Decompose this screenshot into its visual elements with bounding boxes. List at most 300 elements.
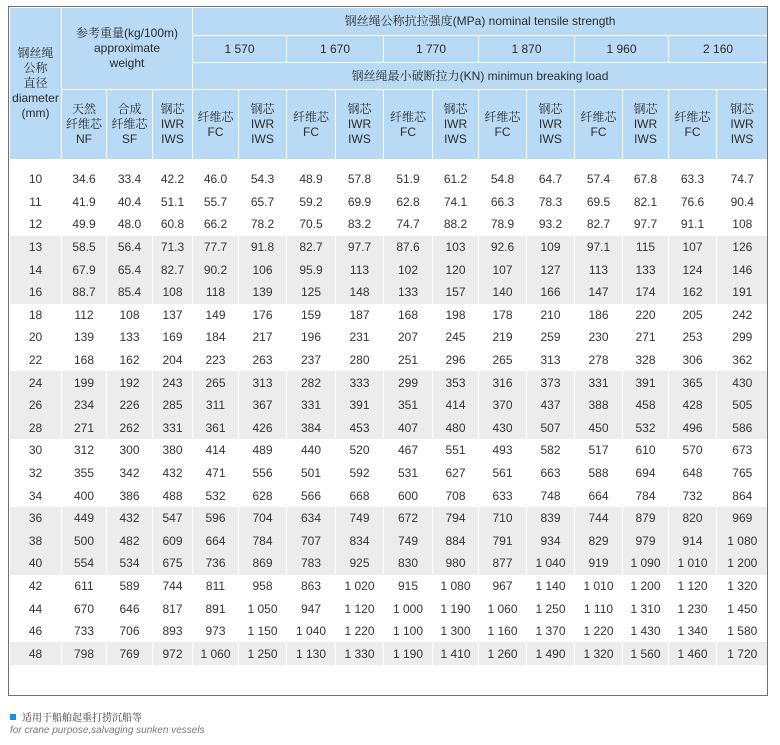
col-header-line: IWR (633, 117, 658, 131)
col-header-line: IWS (634, 132, 657, 146)
value-cell: 925 (336, 552, 384, 575)
value-cell: 500 (62, 530, 107, 553)
value-cell: 414 (433, 394, 479, 417)
value-cell: 588 (575, 462, 623, 485)
table-row (10, 191, 768, 214)
value-cell: 66.2 (193, 213, 239, 236)
value-cell: 51.1 (153, 191, 193, 214)
value-cell: 263 (239, 349, 287, 372)
value-cell: 243 (153, 371, 193, 394)
value-cell: 69.9 (336, 191, 384, 214)
value-cell: 426 (239, 417, 287, 440)
col-header-line: 钢芯 (633, 102, 658, 116)
value-cell: 736 (193, 552, 239, 575)
value-cell: 66.3 (479, 191, 527, 214)
value-cell: 596 (193, 507, 239, 530)
value-cell: 33.4 (107, 168, 153, 191)
col-header-line: IWS (161, 132, 184, 146)
value-cell: 969 (717, 507, 768, 530)
value-cell: 1 370 (527, 620, 575, 643)
value-cell: 432 (153, 462, 193, 485)
value-cell: 285 (153, 394, 193, 417)
value-cell: 82.7 (575, 213, 623, 236)
value-cell: 162 (107, 349, 153, 372)
spec-table-frame (8, 6, 768, 696)
value-cell: 370 (479, 394, 527, 417)
value-cell: 108 (153, 281, 193, 304)
value-cell: 914 (669, 530, 717, 553)
value-cell: 125 (287, 281, 336, 304)
bullet-square-icon (10, 714, 16, 720)
table-row (10, 394, 768, 417)
value-cell: 633 (479, 484, 527, 507)
diameter-cell: 42 (10, 575, 62, 598)
diameter-cell: 30 (10, 439, 62, 462)
value-cell: 300 (107, 439, 153, 462)
value-cell: 120 (433, 258, 479, 281)
value-cell: 328 (623, 349, 669, 372)
col-header-line: IWR (250, 117, 275, 131)
value-cell: 147 (575, 281, 623, 304)
col-header-line: 纤维芯 (674, 109, 711, 124)
footnote (10, 709, 205, 736)
value-cell: 611 (62, 575, 107, 598)
diameter-header-line: 直径 (23, 76, 48, 90)
value-cell: 1 250 (527, 597, 575, 620)
table-row (10, 349, 768, 372)
value-cell: 592 (336, 462, 384, 485)
value-cell: 367 (239, 394, 287, 417)
weight-col-iwr (153, 90, 193, 160)
table-row (10, 620, 768, 643)
footnote-zh-line (10, 709, 205, 724)
value-cell: 217 (239, 326, 287, 349)
value-cell: 296 (433, 349, 479, 372)
table-row (10, 597, 768, 620)
col-header-line: 合成 (117, 102, 142, 116)
value-cell: 1 220 (336, 620, 384, 643)
value-cell: 1 430 (623, 620, 669, 643)
diameter-cell: 10 (10, 168, 62, 191)
value-cell: 92.6 (479, 236, 527, 259)
diameter-cell: 40 (10, 552, 62, 575)
value-cell: 1 560 (623, 642, 669, 665)
value-cell: 582 (527, 439, 575, 462)
col-header-line: 钢芯 (538, 102, 563, 116)
value-cell: 57.8 (336, 168, 384, 191)
value-cell: 864 (717, 484, 768, 507)
value-cell: 61.2 (433, 168, 479, 191)
weight-col-nf (62, 90, 107, 160)
value-cell: 313 (527, 349, 575, 372)
value-cell: 187 (336, 304, 384, 327)
value-cell: 1 100 (384, 620, 433, 643)
value-cell: 271 (623, 326, 669, 349)
col-header-line: 纤维芯 (197, 109, 234, 124)
diameter-header-line: 钢丝绳 (17, 46, 54, 60)
value-cell: 534 (107, 552, 153, 575)
value-cell: 817 (153, 597, 193, 620)
value-cell: 664 (575, 484, 623, 507)
value-cell: 749 (384, 530, 433, 553)
value-cell: 97.7 (336, 236, 384, 259)
value-cell: 1 490 (527, 642, 575, 665)
value-cell: 1 580 (717, 620, 768, 643)
value-cell: 531 (384, 462, 433, 485)
value-cell: 589 (107, 575, 153, 598)
value-cell: 1 080 (433, 575, 479, 598)
value-cell: 192 (107, 371, 153, 394)
value-cell: 1 250 (239, 642, 287, 665)
value-cell: 51.9 (384, 168, 433, 191)
value-cell: 85.4 (107, 281, 153, 304)
value-cell: 87.6 (384, 236, 433, 259)
value-cell: 169 (153, 326, 193, 349)
value-cell: 90.2 (193, 258, 239, 281)
value-cell: 333 (336, 371, 384, 394)
value-cell: 54.3 (239, 168, 287, 191)
diameter-cell: 46 (10, 620, 62, 643)
value-cell: 199 (62, 371, 107, 394)
value-cell: 1 020 (336, 575, 384, 598)
value-cell: 299 (717, 326, 768, 349)
value-cell: 458 (623, 394, 669, 417)
table-row (10, 236, 768, 259)
value-cell: 1 450 (717, 597, 768, 620)
value-cell: 162 (669, 281, 717, 304)
value-cell: 414 (193, 439, 239, 462)
value-cell: 78.2 (239, 213, 287, 236)
value-cell: 586 (717, 417, 768, 440)
col-header-line: IWS (251, 132, 274, 146)
value-cell: 784 (239, 530, 287, 553)
breaking-col-fc (669, 90, 717, 160)
value-cell: 220 (623, 304, 669, 327)
weight-group-header (62, 8, 193, 90)
value-cell: 46.0 (193, 168, 239, 191)
value-cell: 280 (336, 349, 384, 372)
value-cell: 1 310 (623, 597, 669, 620)
value-cell: 646 (107, 597, 153, 620)
value-cell: 437 (527, 394, 575, 417)
value-cell: 49.9 (62, 213, 107, 236)
value-cell: 59.2 (287, 191, 336, 214)
value-cell: 489 (239, 439, 287, 462)
value-cell: 149 (193, 304, 239, 327)
value-cell: 391 (336, 394, 384, 417)
value-cell: 127 (527, 258, 575, 281)
value-cell: 139 (239, 281, 287, 304)
value-cell: 331 (153, 417, 193, 440)
value-cell: 1 720 (717, 642, 768, 665)
col-header-line: IWS (539, 132, 562, 146)
value-cell: 428 (669, 394, 717, 417)
value-cell: 226 (107, 394, 153, 417)
strength-2160: 2 160 (669, 36, 768, 63)
value-cell: 407 (384, 417, 433, 440)
value-cell: 67.9 (62, 258, 107, 281)
value-cell: 65.4 (107, 258, 153, 281)
value-cell: 311 (193, 394, 239, 417)
value-cell: 1 200 (623, 575, 669, 598)
col-header-line: IWS (348, 132, 371, 146)
col-header-line: 纤维芯 (580, 109, 617, 124)
value-cell: 1 300 (433, 620, 479, 643)
value-cell: 1 090 (623, 552, 669, 575)
col-header-line: FC (400, 124, 416, 139)
value-cell: 532 (193, 484, 239, 507)
value-cell: 532 (623, 417, 669, 440)
value-cell: 55.7 (193, 191, 239, 214)
strength-1870: 1 870 (479, 36, 575, 63)
value-cell: 65.7 (239, 191, 287, 214)
value-cell: 979 (623, 530, 669, 553)
value-cell: 1 150 (239, 620, 287, 643)
value-cell: 471 (193, 462, 239, 485)
value-cell: 77.7 (193, 236, 239, 259)
value-cell: 517 (575, 439, 623, 462)
value-cell: 231 (336, 326, 384, 349)
value-cell: 353 (433, 371, 479, 394)
diameter-cell: 28 (10, 417, 62, 440)
value-cell: 834 (336, 530, 384, 553)
value-cell: 40.4 (107, 191, 153, 214)
table-body (10, 160, 768, 666)
value-cell: 694 (623, 462, 669, 485)
spacer-row (10, 160, 768, 169)
breaking-col-fc (193, 90, 239, 160)
value-cell: 710 (479, 507, 527, 530)
value-cell: 108 (717, 213, 768, 236)
col-header-line: 钢芯 (730, 102, 755, 116)
col-header-line: 纤维芯 (389, 109, 426, 124)
value-cell: 627 (433, 462, 479, 485)
value-cell: 668 (336, 484, 384, 507)
value-cell: 78.9 (479, 213, 527, 236)
value-cell: 69.5 (575, 191, 623, 214)
value-cell: 259 (527, 326, 575, 349)
value-cell: 561 (479, 462, 527, 485)
value-cell: 386 (107, 484, 153, 507)
diameter-header (10, 8, 62, 160)
value-cell: 1 460 (669, 642, 717, 665)
value-cell: 829 (575, 530, 623, 553)
value-cell: 133 (384, 281, 433, 304)
value-cell: 299 (384, 371, 433, 394)
breaking-col-iwr (717, 90, 768, 160)
breaking-col-iwr (623, 90, 669, 160)
value-cell: 78.3 (527, 191, 575, 214)
value-cell: 60.8 (153, 213, 193, 236)
value-cell: 74.1 (433, 191, 479, 214)
value-cell: 554 (62, 552, 107, 575)
value-cell: 1 010 (575, 575, 623, 598)
value-cell: 1 410 (433, 642, 479, 665)
value-cell: 109 (527, 236, 575, 259)
value-cell: 1 140 (527, 575, 575, 598)
value-cell: 196 (287, 326, 336, 349)
weight-header-line: weight (109, 56, 145, 70)
value-cell: 97.7 (623, 213, 669, 236)
diameter-cell: 22 (10, 349, 62, 372)
value-cell: 107 (669, 236, 717, 259)
value-cell: 958 (239, 575, 287, 598)
value-cell: 245 (433, 326, 479, 349)
value-cell: 1 260 (479, 642, 527, 665)
value-cell: 133 (107, 326, 153, 349)
value-cell: 168 (62, 349, 107, 372)
col-header-line: 天然 (71, 102, 96, 116)
value-cell: 271 (62, 417, 107, 440)
value-cell: 556 (239, 462, 287, 485)
value-cell: 708 (433, 484, 479, 507)
col-header-line: IWR (538, 117, 563, 131)
value-cell: 672 (384, 507, 433, 530)
value-cell: 784 (623, 484, 669, 507)
value-cell: 113 (336, 258, 384, 281)
value-cell: 919 (575, 552, 623, 575)
value-cell: 106 (239, 258, 287, 281)
value-cell: 1 050 (239, 597, 287, 620)
table-row (10, 371, 768, 394)
value-cell: 879 (623, 507, 669, 530)
strength-1770: 1 770 (384, 36, 479, 63)
value-cell: 566 (287, 484, 336, 507)
value-cell: 496 (669, 417, 717, 440)
value-cell: 148 (336, 281, 384, 304)
breaking-col-fc (575, 90, 623, 160)
value-cell: 76.6 (669, 191, 717, 214)
col-header-line: NF (76, 132, 92, 146)
value-cell: 798 (62, 642, 107, 665)
spacer-cell (10, 160, 768, 169)
value-cell: 178 (479, 304, 527, 327)
value-cell: 64.7 (527, 168, 575, 191)
value-cell: 331 (575, 371, 623, 394)
value-cell: 124 (669, 258, 717, 281)
footnote-zh: 适用于船舶起重打捞沉船等 (22, 713, 142, 724)
diameter-header-line: diameter (12, 91, 59, 105)
value-cell: 1 010 (669, 552, 717, 575)
value-cell: 706 (107, 620, 153, 643)
value-cell: 744 (153, 575, 193, 598)
value-cell: 501 (287, 462, 336, 485)
diameter-cell: 48 (10, 642, 62, 665)
value-cell: 90.4 (717, 191, 768, 214)
value-cell: 365 (669, 371, 717, 394)
value-cell: 488 (153, 484, 193, 507)
value-cell: 242 (717, 304, 768, 327)
value-cell: 1 190 (433, 597, 479, 620)
value-cell: 191 (717, 281, 768, 304)
col-header-line: 纤维芯 (65, 117, 102, 131)
value-cell: 1 000 (384, 597, 433, 620)
value-cell: 432 (107, 507, 153, 530)
value-cell: 93.2 (527, 213, 575, 236)
value-cell: 1 190 (384, 642, 433, 665)
value-cell: 570 (669, 439, 717, 462)
strength-1570: 1 570 (193, 36, 287, 63)
value-cell: 467 (384, 439, 433, 462)
value-cell: 765 (717, 462, 768, 485)
value-cell: 262 (107, 417, 153, 440)
value-cell: 707 (287, 530, 336, 553)
value-cell: 967 (479, 575, 527, 598)
value-cell: 972 (153, 642, 193, 665)
value-cell: 547 (153, 507, 193, 530)
value-cell: 791 (479, 530, 527, 553)
table-row (10, 326, 768, 349)
value-cell: 1 220 (575, 620, 623, 643)
value-cell: 71.3 (153, 236, 193, 259)
value-cell: 83.2 (336, 213, 384, 236)
value-cell: 551 (433, 439, 479, 462)
value-cell: 1 340 (669, 620, 717, 643)
breaking-col-fc (384, 90, 433, 160)
value-cell: 74.7 (717, 168, 768, 191)
value-cell: 88.2 (433, 213, 479, 236)
value-cell: 891 (193, 597, 239, 620)
table-row (10, 484, 768, 507)
value-cell: 137 (153, 304, 193, 327)
diameter-cell: 26 (10, 394, 62, 417)
value-cell: 1 110 (575, 597, 623, 620)
value-cell: 219 (479, 326, 527, 349)
value-cell: 91.1 (669, 213, 717, 236)
breaking-col-fc (287, 90, 336, 160)
value-cell: 205 (669, 304, 717, 327)
value-cell: 223 (193, 349, 239, 372)
diameter-header-line: 公称 (23, 61, 48, 75)
value-cell: 732 (669, 484, 717, 507)
col-header-line: FC (303, 124, 319, 139)
value-cell: 744 (575, 507, 623, 530)
value-cell: 869 (239, 552, 287, 575)
value-cell: 88.7 (62, 281, 107, 304)
value-cell: 934 (527, 530, 575, 553)
value-cell: 430 (717, 371, 768, 394)
col-header-line: FC (207, 124, 224, 139)
value-cell: 108 (107, 304, 153, 327)
value-cell: 507 (527, 417, 575, 440)
value-cell: 505 (717, 394, 768, 417)
diameter-cell: 11 (10, 191, 62, 214)
value-cell: 253 (669, 326, 717, 349)
col-header-line: 钢芯 (160, 102, 185, 116)
table-row (10, 530, 768, 553)
value-cell: 278 (575, 349, 623, 372)
value-cell: 1 040 (287, 620, 336, 643)
value-cell: 126 (717, 236, 768, 259)
value-cell: 82.7 (287, 236, 336, 259)
value-cell: 34.6 (62, 168, 107, 191)
value-cell: 820 (669, 507, 717, 530)
value-cell: 146 (717, 258, 768, 281)
value-cell: 450 (575, 417, 623, 440)
value-cell: 306 (669, 349, 717, 372)
value-cell: 609 (153, 530, 193, 553)
value-cell: 391 (623, 371, 669, 394)
value-cell: 1 230 (669, 597, 717, 620)
diameter-cell: 44 (10, 597, 62, 620)
diameter-header-line: (mm) (21, 106, 50, 120)
col-header-line: IWR (160, 117, 185, 131)
col-header-line: 钢芯 (347, 102, 372, 116)
value-cell: 91.8 (239, 236, 287, 259)
diameter-cell: 18 (10, 304, 62, 327)
value-cell: 42.2 (153, 168, 193, 191)
value-cell: 159 (287, 304, 336, 327)
